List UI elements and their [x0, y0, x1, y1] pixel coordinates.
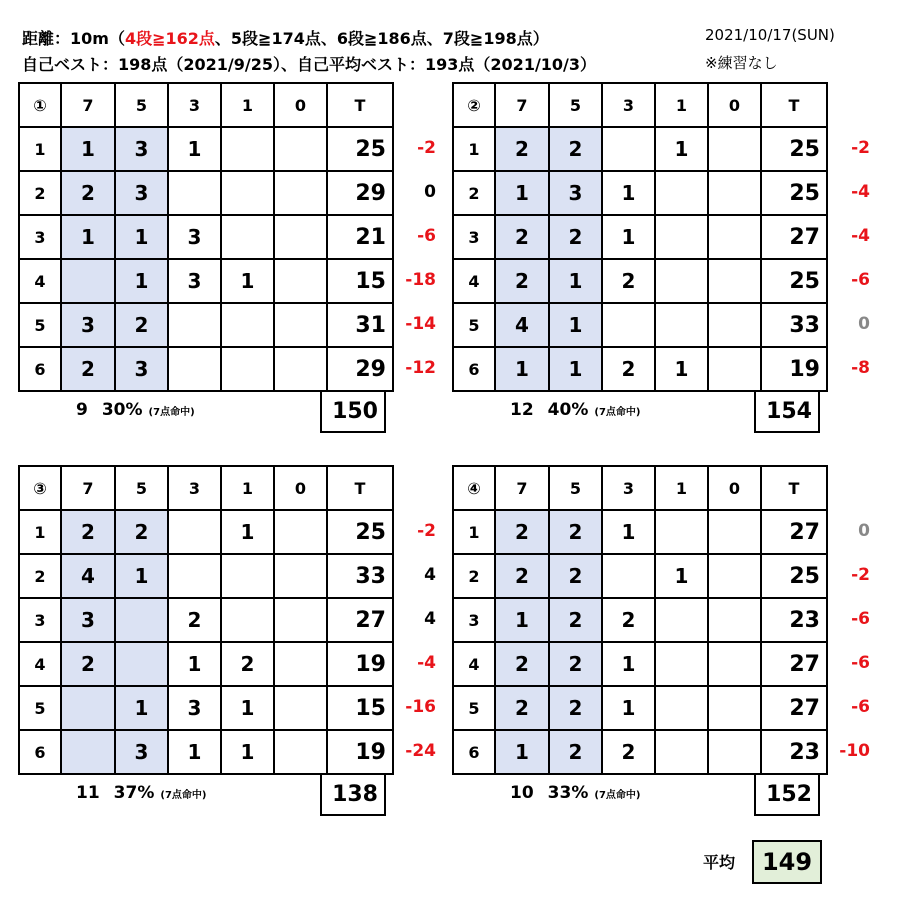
row-difference: -6	[851, 697, 870, 717]
count-cell-0	[274, 730, 327, 774]
hit-note: (7点命中)	[148, 407, 195, 418]
column-header: 7	[495, 83, 549, 127]
table-row	[453, 510, 827, 554]
count-cell-0	[708, 642, 761, 686]
count-cell-3	[168, 510, 221, 554]
round-total: 154	[754, 390, 820, 433]
column-header: 0	[708, 466, 761, 510]
row-difference: -2	[851, 565, 870, 585]
hit-count: 9	[76, 400, 88, 420]
row-total: 27	[327, 598, 393, 642]
hit-summary	[76, 400, 195, 420]
count-cell-5: 2	[549, 510, 602, 554]
column-header: 7	[61, 83, 115, 127]
count-cell-7: 1	[495, 730, 549, 774]
column-header: T	[327, 83, 393, 127]
count-cell-7: 3	[61, 303, 115, 347]
hit-count: 10	[510, 783, 534, 803]
count-cell-5	[115, 598, 168, 642]
row-number: 1	[19, 127, 61, 171]
row-total: 23	[761, 598, 827, 642]
row-number: 2	[453, 554, 495, 598]
count-cell-0	[708, 303, 761, 347]
column-header: 1	[655, 466, 708, 510]
row-difference: -2	[417, 138, 436, 158]
count-cell-3: 1	[168, 127, 221, 171]
row-difference: -16	[405, 697, 436, 717]
column-header: T	[761, 83, 827, 127]
count-cell-7: 4	[61, 554, 115, 598]
count-cell-3: 1	[168, 642, 221, 686]
personal-best: 自己ベスト：198点（2021/9/25）、自己平均ベスト：193点（2021/10/3）	[22, 55, 597, 74]
count-cell-1	[221, 347, 274, 391]
count-cell-0	[708, 127, 761, 171]
count-cell-0	[274, 598, 327, 642]
row-total: 29	[327, 171, 393, 215]
count-cell-7	[61, 686, 115, 730]
table-row	[19, 686, 393, 730]
row-difference: -10	[839, 741, 870, 761]
count-cell-5: 2	[115, 510, 168, 554]
count-cell-1	[221, 303, 274, 347]
count-cell-3: 2	[602, 598, 655, 642]
count-cell-7: 2	[495, 259, 549, 303]
count-cell-5: 1	[115, 215, 168, 259]
count-cell-0	[274, 554, 327, 598]
count-cell-5: 1	[549, 259, 602, 303]
round-total: 150	[320, 390, 386, 433]
table-row	[19, 259, 393, 303]
table-row	[453, 259, 827, 303]
row-total: 27	[761, 642, 827, 686]
table-row	[453, 598, 827, 642]
row-number: 6	[453, 730, 495, 774]
row-difference: -14	[405, 314, 436, 334]
distance-rank-4: 4段≧162点	[124, 29, 215, 48]
count-cell-5: 3	[549, 171, 602, 215]
row-number: 4	[453, 259, 495, 303]
row-number: 4	[19, 259, 61, 303]
distance-prefix: 距離：10m（	[22, 29, 125, 48]
row-total: 19	[327, 642, 393, 686]
session-date: 2021/10/17(SUN)	[705, 26, 835, 44]
count-cell-3: 2	[602, 259, 655, 303]
count-cell-5: 3	[115, 347, 168, 391]
count-cell-1	[655, 259, 708, 303]
count-cell-0	[708, 171, 761, 215]
count-cell-0	[708, 554, 761, 598]
row-total: 19	[327, 730, 393, 774]
average-value: 149	[752, 840, 822, 884]
practice-note: ※練習なし	[705, 54, 778, 72]
row-number: 1	[453, 127, 495, 171]
count-cell-5: 2	[549, 215, 602, 259]
hit-summary	[510, 783, 640, 803]
row-number: 4	[19, 642, 61, 686]
count-cell-3: 1	[602, 642, 655, 686]
count-cell-7: 2	[495, 215, 549, 259]
count-cell-5: 2	[549, 554, 602, 598]
column-header: 5	[549, 466, 602, 510]
count-cell-5: 2	[549, 730, 602, 774]
row-total: 15	[327, 686, 393, 730]
count-cell-1	[221, 215, 274, 259]
column-header: 5	[115, 83, 168, 127]
row-total: 33	[327, 554, 393, 598]
row-difference: -6	[851, 609, 870, 629]
count-cell-7: 1	[61, 215, 115, 259]
table-row	[19, 598, 393, 642]
count-cell-3	[168, 347, 221, 391]
row-number: 5	[453, 303, 495, 347]
column-header: 3	[168, 466, 221, 510]
count-cell-1	[655, 642, 708, 686]
count-cell-3: 3	[168, 215, 221, 259]
count-cell-7: 2	[61, 510, 115, 554]
count-cell-3: 2	[168, 598, 221, 642]
score-table-1	[18, 82, 394, 392]
row-number: 3	[453, 215, 495, 259]
row-number: 5	[19, 686, 61, 730]
count-cell-1: 1	[655, 127, 708, 171]
table-row	[453, 215, 827, 259]
count-cell-7: 2	[495, 510, 549, 554]
row-total: 31	[327, 303, 393, 347]
row-total: 21	[327, 215, 393, 259]
column-header: T	[761, 466, 827, 510]
count-cell-3: 1	[168, 730, 221, 774]
table-row	[453, 347, 827, 391]
count-cell-3	[602, 303, 655, 347]
row-difference: -4	[851, 182, 870, 202]
count-cell-7: 2	[495, 642, 549, 686]
table-row	[453, 127, 827, 171]
count-cell-7: 2	[61, 171, 115, 215]
count-cell-0	[708, 686, 761, 730]
count-cell-7	[61, 259, 115, 303]
table-row	[19, 171, 393, 215]
average-label: 平均	[703, 853, 736, 872]
row-difference: -12	[405, 358, 436, 378]
table-row	[19, 730, 393, 774]
column-header: 0	[274, 466, 327, 510]
count-cell-5: 1	[115, 686, 168, 730]
count-cell-5: 1	[549, 347, 602, 391]
column-header: 5	[115, 466, 168, 510]
column-header: T	[327, 466, 393, 510]
count-cell-1	[655, 215, 708, 259]
row-difference: 0	[858, 521, 870, 541]
count-cell-5: 2	[549, 642, 602, 686]
count-cell-3	[602, 127, 655, 171]
row-difference: 4	[424, 565, 436, 585]
hit-percent: 37%	[113, 783, 155, 803]
row-number: 6	[19, 347, 61, 391]
count-cell-0	[274, 642, 327, 686]
hit-note: (7点命中)	[160, 790, 207, 801]
count-cell-7: 2	[61, 347, 115, 391]
count-cell-7: 1	[495, 598, 549, 642]
score-table-4	[452, 465, 828, 775]
score-table-2	[452, 82, 828, 392]
table-row	[453, 642, 827, 686]
row-number: 4	[453, 642, 495, 686]
row-total: 25	[761, 171, 827, 215]
table-row	[19, 642, 393, 686]
table-row	[453, 730, 827, 774]
count-cell-1	[655, 510, 708, 554]
row-difference: -6	[851, 653, 870, 673]
count-cell-3: 3	[168, 259, 221, 303]
score-table-3	[18, 465, 394, 775]
count-cell-3: 1	[602, 510, 655, 554]
count-cell-5	[115, 642, 168, 686]
count-cell-3: 2	[602, 730, 655, 774]
row-difference: -4	[851, 226, 870, 246]
row-number: 1	[19, 510, 61, 554]
count-cell-5: 1	[115, 554, 168, 598]
count-cell-1	[221, 598, 274, 642]
count-cell-5: 2	[549, 127, 602, 171]
row-total: 33	[761, 303, 827, 347]
row-total: 29	[327, 347, 393, 391]
count-cell-3	[168, 554, 221, 598]
count-cell-0	[274, 347, 327, 391]
count-cell-3: 1	[602, 686, 655, 730]
table-row	[453, 554, 827, 598]
row-total: 25	[327, 127, 393, 171]
row-total: 25	[761, 554, 827, 598]
table-row	[19, 303, 393, 347]
row-difference: -2	[417, 521, 436, 541]
round-total: 138	[320, 773, 386, 816]
count-cell-0	[708, 215, 761, 259]
table-label: ④	[453, 466, 495, 510]
column-header: 7	[61, 466, 115, 510]
row-total: 23	[761, 730, 827, 774]
count-cell-1: 1	[221, 730, 274, 774]
count-cell-5: 3	[115, 127, 168, 171]
row-total: 25	[327, 510, 393, 554]
row-number: 2	[19, 171, 61, 215]
row-difference: -18	[405, 270, 436, 290]
distance-line	[22, 26, 549, 49]
count-cell-7: 2	[495, 686, 549, 730]
row-number: 2	[19, 554, 61, 598]
hit-percent: 30%	[101, 400, 143, 420]
table-label: ②	[453, 83, 495, 127]
row-number: 6	[19, 730, 61, 774]
table-row	[19, 554, 393, 598]
column-header: 3	[602, 83, 655, 127]
count-cell-3: 2	[602, 347, 655, 391]
count-cell-3	[168, 303, 221, 347]
row-total: 27	[761, 215, 827, 259]
count-cell-0	[274, 303, 327, 347]
row-difference: -24	[405, 741, 436, 761]
count-cell-3: 1	[602, 171, 655, 215]
count-cell-1: 1	[655, 347, 708, 391]
round-total: 152	[754, 773, 820, 816]
count-cell-7: 2	[61, 642, 115, 686]
count-cell-7: 2	[495, 554, 549, 598]
column-header: 7	[495, 466, 549, 510]
column-header: 0	[708, 83, 761, 127]
count-cell-0	[708, 598, 761, 642]
row-number: 5	[19, 303, 61, 347]
row-difference: 0	[858, 314, 870, 334]
count-cell-5: 3	[115, 171, 168, 215]
count-cell-0	[274, 686, 327, 730]
count-cell-1	[655, 598, 708, 642]
row-total: 27	[761, 686, 827, 730]
count-cell-7: 3	[61, 598, 115, 642]
column-header: 5	[549, 83, 602, 127]
row-difference: -8	[851, 358, 870, 378]
row-total: 25	[761, 259, 827, 303]
count-cell-1: 1	[655, 554, 708, 598]
count-cell-1	[655, 730, 708, 774]
count-cell-1	[655, 686, 708, 730]
column-header: 1	[655, 83, 708, 127]
count-cell-1	[221, 171, 274, 215]
hit-count: 12	[510, 400, 534, 420]
count-cell-1: 2	[221, 642, 274, 686]
table-row	[453, 686, 827, 730]
row-difference: -6	[417, 226, 436, 246]
count-cell-5: 2	[115, 303, 168, 347]
count-cell-5: 1	[549, 303, 602, 347]
table-row	[19, 510, 393, 554]
count-cell-1: 1	[221, 510, 274, 554]
hit-note: (7点命中)	[594, 790, 641, 801]
count-cell-7: 4	[495, 303, 549, 347]
hit-percent: 40%	[547, 400, 589, 420]
count-cell-3	[168, 171, 221, 215]
count-cell-3: 3	[168, 686, 221, 730]
table-row	[453, 303, 827, 347]
row-difference: 4	[424, 609, 436, 629]
row-difference: 0	[424, 182, 436, 202]
table-label: ③	[19, 466, 61, 510]
hit-summary	[510, 400, 640, 420]
row-total: 15	[327, 259, 393, 303]
count-cell-0	[274, 215, 327, 259]
count-cell-0	[708, 259, 761, 303]
hit-note: (7点命中)	[594, 407, 641, 418]
row-number: 2	[453, 171, 495, 215]
table-row	[19, 215, 393, 259]
table-row	[453, 171, 827, 215]
hit-count: 11	[76, 783, 100, 803]
row-number: 6	[453, 347, 495, 391]
count-cell-7: 1	[61, 127, 115, 171]
count-cell-7: 1	[495, 347, 549, 391]
count-cell-0	[274, 171, 327, 215]
count-cell-3	[602, 554, 655, 598]
row-total: 19	[761, 347, 827, 391]
count-cell-0	[708, 510, 761, 554]
count-cell-0	[708, 730, 761, 774]
count-cell-7: 2	[495, 127, 549, 171]
count-cell-7	[61, 730, 115, 774]
column-header: 1	[221, 466, 274, 510]
row-number: 3	[19, 598, 61, 642]
column-header: 0	[274, 83, 327, 127]
count-cell-1	[221, 127, 274, 171]
count-cell-0	[274, 127, 327, 171]
count-cell-0	[274, 259, 327, 303]
count-cell-5: 3	[115, 730, 168, 774]
count-cell-0	[708, 347, 761, 391]
row-difference: -6	[851, 270, 870, 290]
count-cell-5: 1	[115, 259, 168, 303]
count-cell-0	[274, 510, 327, 554]
row-total: 27	[761, 510, 827, 554]
column-header: 1	[221, 83, 274, 127]
count-cell-7: 1	[495, 171, 549, 215]
count-cell-1	[221, 554, 274, 598]
row-total: 25	[761, 127, 827, 171]
count-cell-5: 2	[549, 598, 602, 642]
row-difference: -2	[851, 138, 870, 158]
count-cell-3: 1	[602, 215, 655, 259]
count-cell-1: 1	[221, 686, 274, 730]
row-number: 5	[453, 686, 495, 730]
table-row	[19, 347, 393, 391]
row-number: 3	[453, 598, 495, 642]
table-row	[19, 127, 393, 171]
table-label: ①	[19, 83, 61, 127]
count-cell-5: 2	[549, 686, 602, 730]
row-number: 3	[19, 215, 61, 259]
hit-percent: 33%	[547, 783, 589, 803]
row-number: 1	[453, 510, 495, 554]
count-cell-1: 1	[221, 259, 274, 303]
column-header: 3	[168, 83, 221, 127]
row-difference: -4	[417, 653, 436, 673]
column-header: 3	[602, 466, 655, 510]
count-cell-1	[655, 303, 708, 347]
count-cell-1	[655, 171, 708, 215]
distance-rest: 、5段≧174点、6段≧186点、7段≧198点）	[214, 29, 549, 48]
hit-summary	[76, 783, 206, 803]
